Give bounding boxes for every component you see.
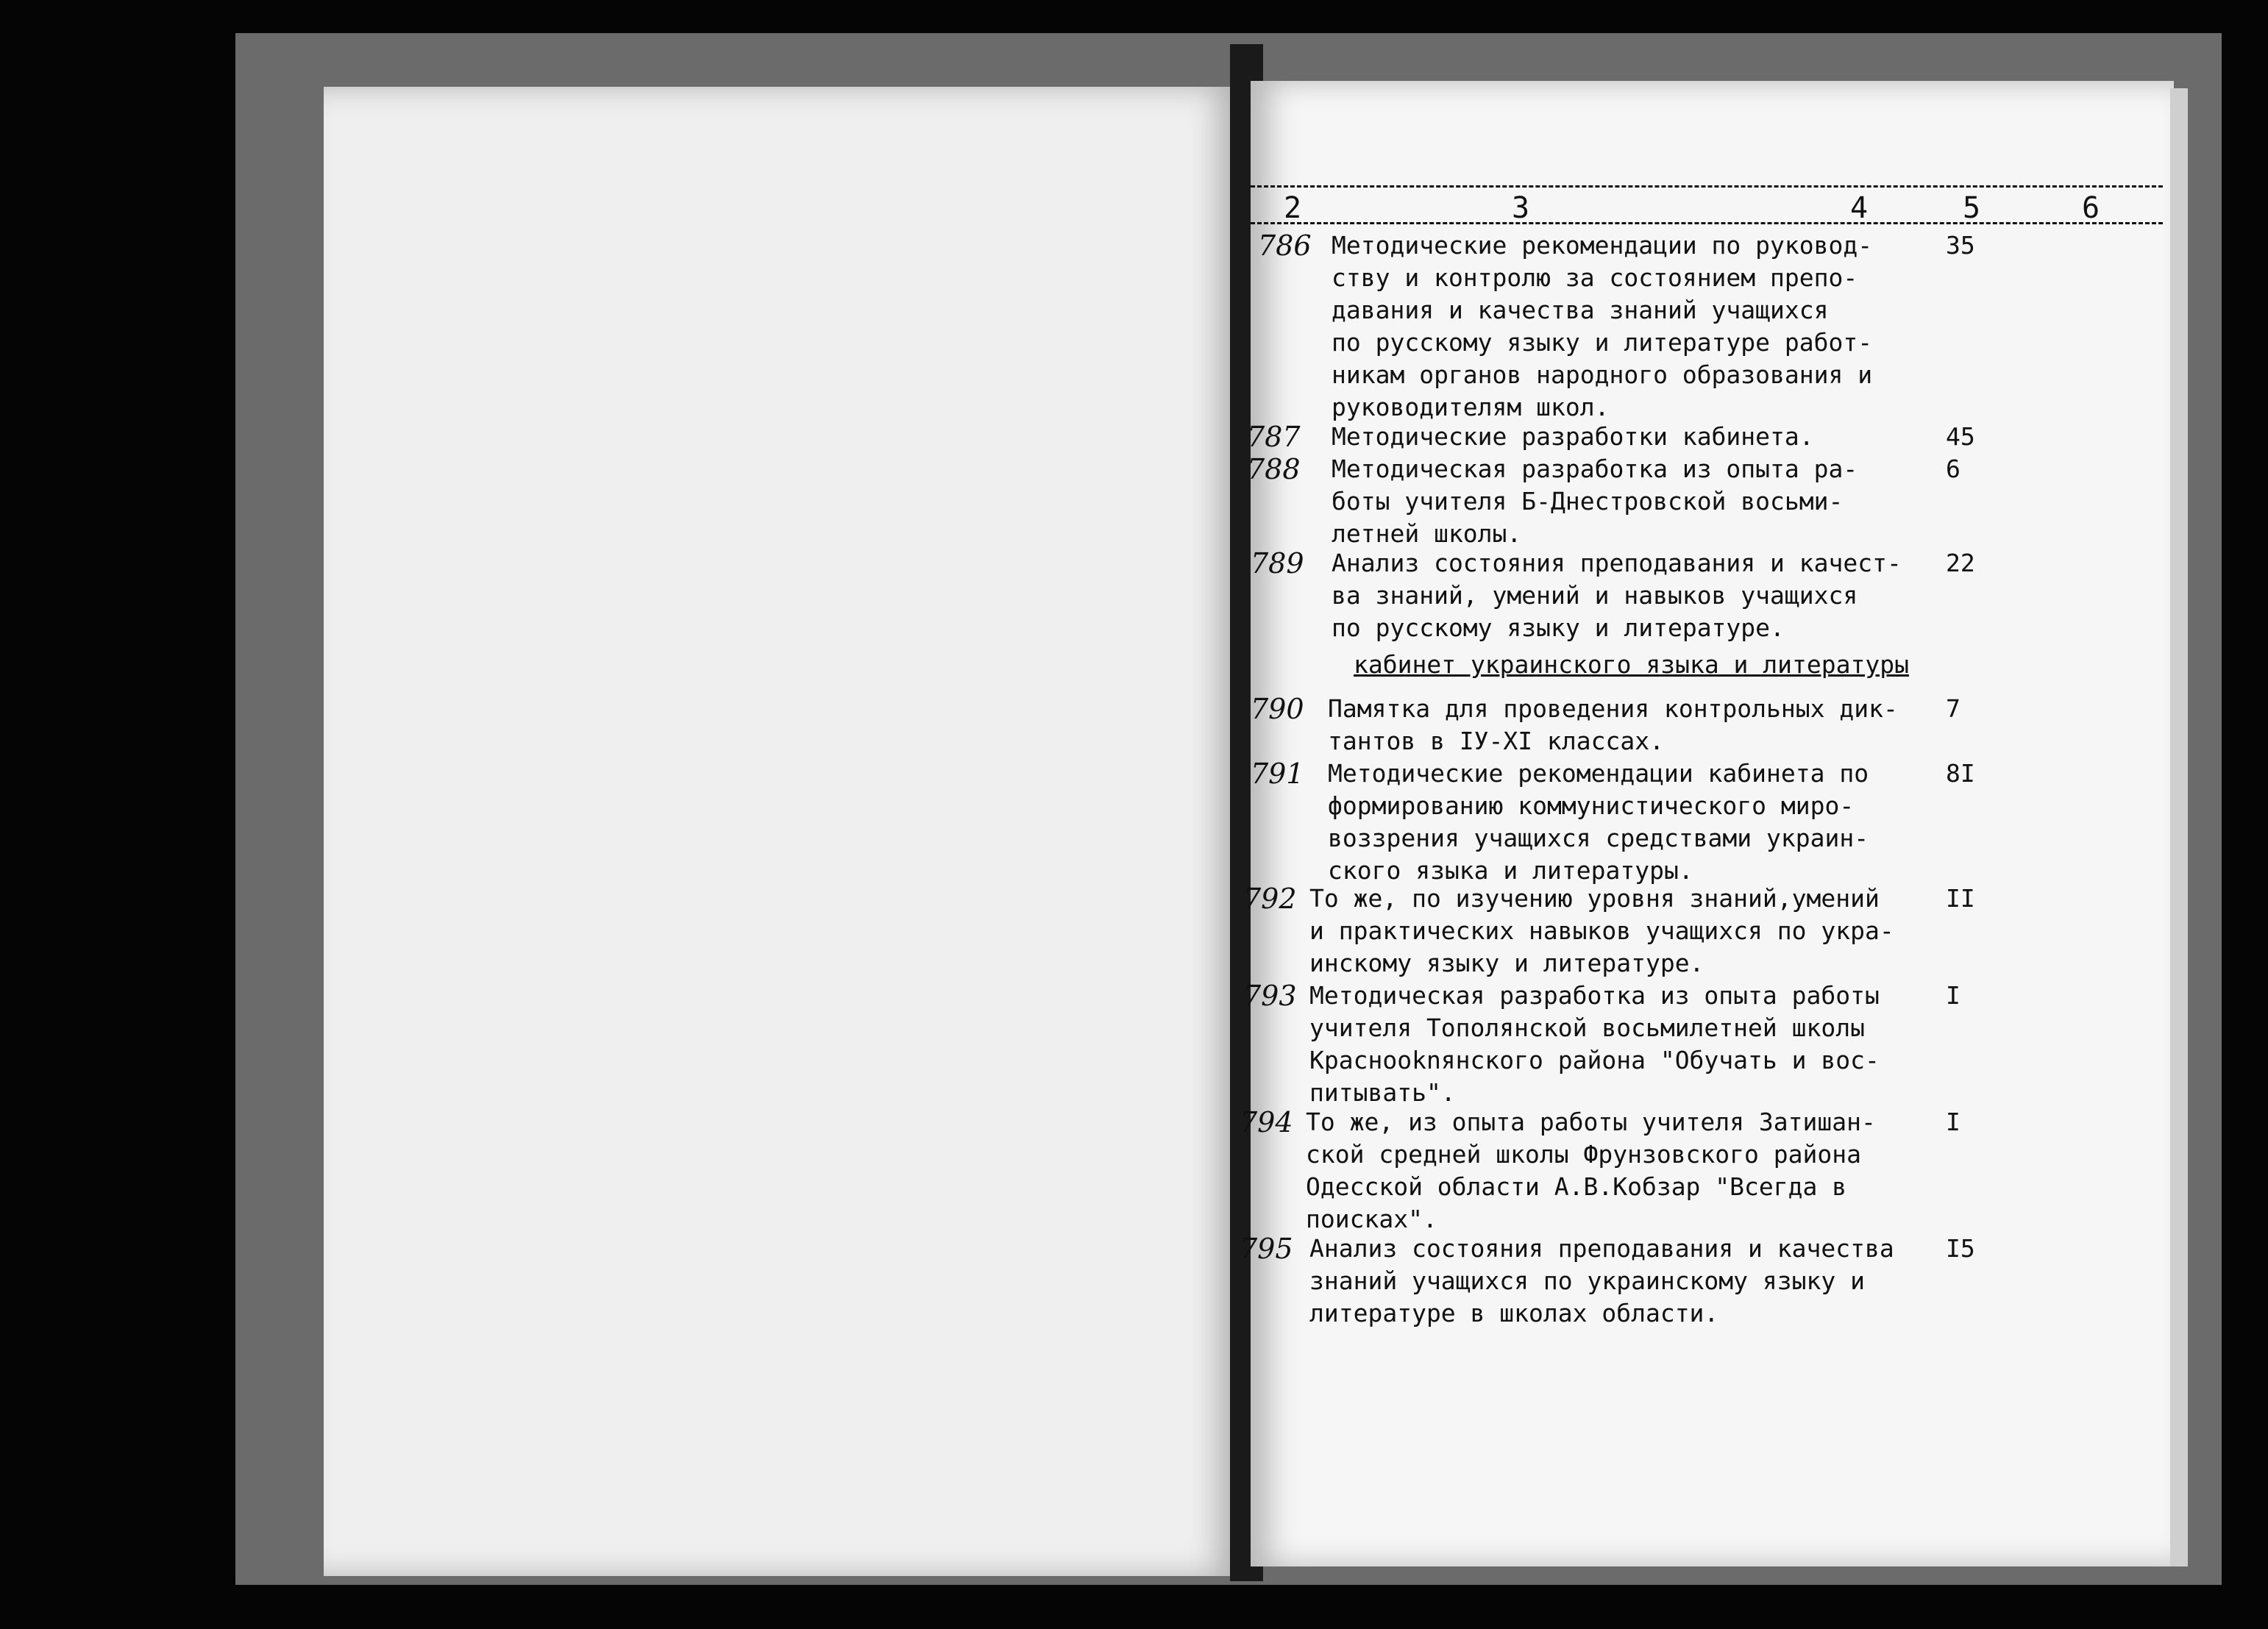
entry-number: 793 — [1243, 980, 1297, 1012]
left-page — [324, 87, 1240, 1576]
entry-number: 795 — [1240, 1233, 1293, 1265]
entry-qty: I — [1946, 1108, 1960, 1136]
entry-text: Методическая разработка из опыта работы учителя Тополянской восьмилетней школы Краснооknянского района "Обучать и вос- питывать". — [1309, 981, 1880, 1107]
entry-text: Методические рекомендации кабинета по формированию коммунистического миро- воззрения учащихся средствами украин- ского языка и литературы. — [1328, 759, 1869, 885]
header-col-2: 2 — [1284, 191, 1302, 225]
entry-text: То же, по изучению уровня знаний,умений и практических навыков учащихся по укра- инскому языку и литературе. — [1309, 884, 1894, 977]
entry-text: Памятка для проведения контрольных дик- тантов в IУ-ХI классах. — [1328, 694, 1898, 755]
entry-text: Методические разработки кабинета. — [1332, 422, 1814, 451]
header-col-4: 4 — [1850, 191, 1869, 225]
entry-qty: 8I — [1946, 759, 1975, 788]
header-col-3: 3 — [1512, 191, 1530, 225]
entry-text: То же, из опыта работы учителя Затишан- ской средней школы Фрунзовского района Одесской области А.В.Кобзар "Всегда в поисках". — [1306, 1108, 1876, 1233]
entry-qty: 45 — [1946, 422, 1975, 451]
entry-number: 792 — [1243, 883, 1297, 915]
entry-text: Методическая разработка из опыта ра- боты учителя Б-Днестровской восьми- летней школы. — [1332, 455, 1858, 548]
entry-qty: 35 — [1946, 231, 1975, 260]
header-col-5: 5 — [1963, 191, 1981, 225]
column-header — [1251, 185, 2163, 229]
header-rule-top — [1251, 185, 2163, 188]
header-rule-bottom — [1251, 222, 2163, 224]
entry-number: 789 — [1251, 547, 1304, 580]
entry-text: Методические рекомендации по руковод- ству и контролю за состоянием препо- давания и качества знаний учащихся по русскому языку и литературе работ- никам органов народного образования и руководителям школ. — [1332, 231, 1873, 421]
entry-qty: 7 — [1946, 694, 1960, 723]
page-edges — [2170, 88, 2188, 1566]
entry-qty: 22 — [1946, 549, 1975, 577]
entry-number: 791 — [1251, 758, 1304, 790]
entry-number: 786 — [1258, 229, 1312, 262]
entry-number: 788 — [1247, 453, 1301, 485]
header-col-6: 6 — [2082, 191, 2100, 225]
entry-text: Анализ состояния преподавания и качест- ва знаний, умений и навыков учащихся по русскому языку и литературе. — [1332, 549, 1902, 642]
entry-qty: 6 — [1946, 455, 1960, 483]
section-title: кабинет украинского языка и литературы — [1354, 650, 1909, 679]
entry-qty: I5 — [1946, 1234, 1975, 1263]
entry-number: 790 — [1251, 693, 1304, 725]
entry-number: 794 — [1240, 1106, 1293, 1138]
entry-qty: II — [1946, 884, 1975, 913]
entry-qty: I — [1946, 981, 1960, 1010]
entry-text: Анализ состояния преподавания и качества знаний учащихся по украинскому языку и литературе в школах области. — [1309, 1234, 1894, 1327]
entry-number: 787 — [1247, 421, 1301, 453]
